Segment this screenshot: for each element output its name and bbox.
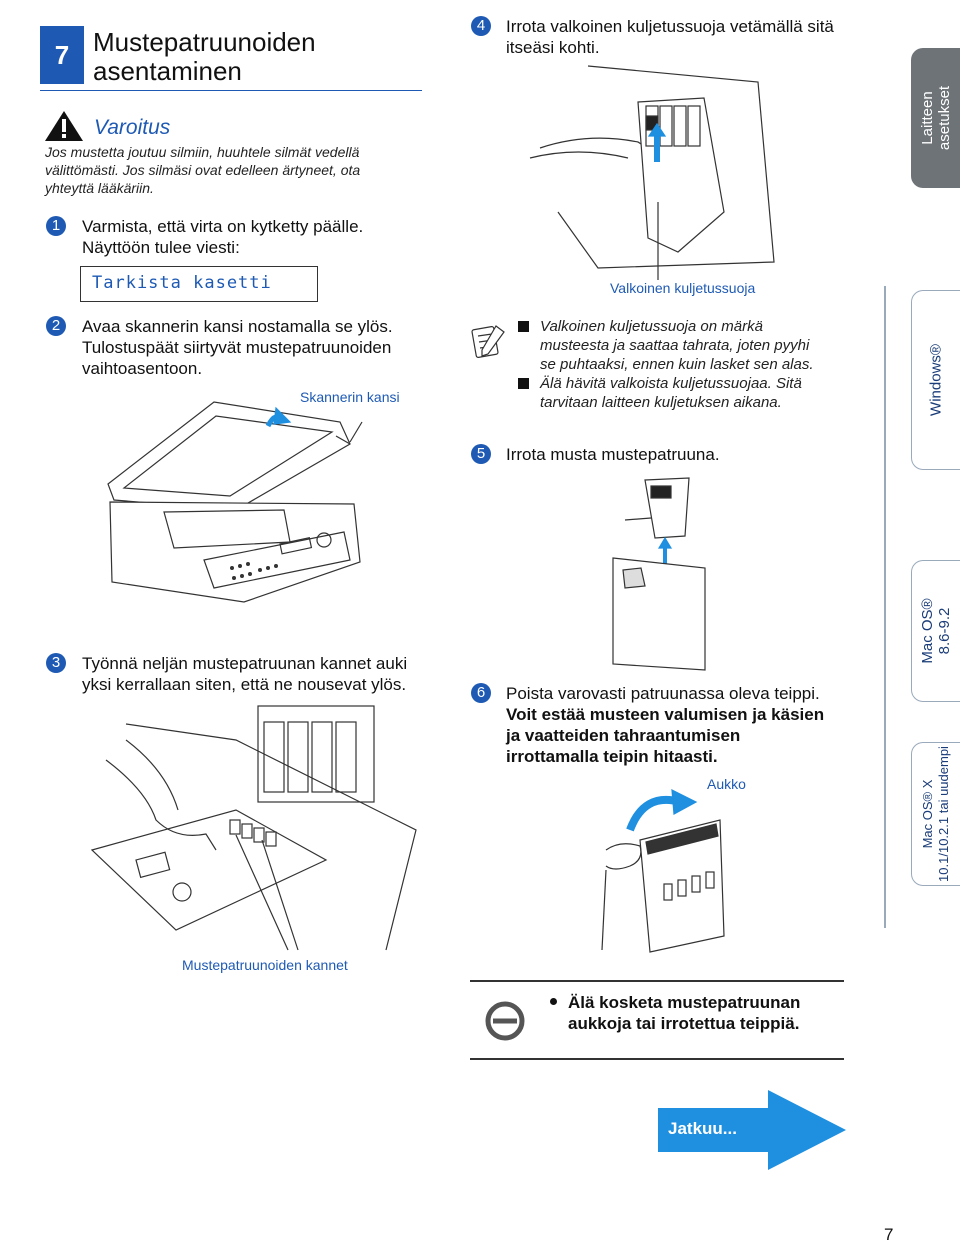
step-4-line: Irrota valkoinen kuljetussuoja vetämällä sitä bbox=[506, 17, 834, 36]
tab-label-line: Laitteen bbox=[919, 91, 936, 145]
step-1-line: Näyttöön tulee viesti: bbox=[82, 238, 240, 257]
continue-link[interactable]: Jatkuu... bbox=[668, 1119, 737, 1138]
note-line: tarvitaan laitteen kuljetuksen aikana. bbox=[540, 394, 782, 411]
step-1-badge: 1 bbox=[46, 216, 66, 236]
step-1-line: Varmista, että virta on kytketty päälle. bbox=[82, 217, 364, 236]
step-2-line: Tulostuspäät siirtyvät mustepatruunoiden bbox=[82, 338, 392, 357]
square-bullet-icon bbox=[518, 378, 529, 389]
warning-icon bbox=[44, 110, 84, 142]
note-bullet-2 bbox=[518, 374, 814, 412]
note-line: musteesta ja saattaa tahrata, joten pyyhi bbox=[540, 337, 810, 354]
step-1-text bbox=[82, 216, 363, 258]
caption-hole: Aukko bbox=[707, 776, 746, 792]
tab-mac-os-x-label bbox=[920, 746, 952, 882]
step-2-text bbox=[82, 316, 393, 379]
step-3-text bbox=[82, 653, 407, 695]
step-6-bold-line: Voit estää musteen valumisen ja käsien bbox=[506, 705, 825, 724]
caption-cartridge-covers: Mustepatruunoiden kannet bbox=[182, 957, 348, 973]
caution-line: Älä kosketa mustepatruunan bbox=[568, 993, 801, 1012]
tab-label-line: Mac OS® bbox=[919, 598, 936, 664]
caution-bullet bbox=[548, 992, 800, 1034]
step-6-badge: 6 bbox=[471, 683, 491, 703]
step-2-badge: 2 bbox=[46, 316, 66, 336]
step-4-badge: 4 bbox=[471, 16, 491, 36]
warning-text bbox=[45, 143, 360, 197]
note-pencil-icon bbox=[470, 322, 506, 360]
section-title-line2: asentaminen bbox=[93, 56, 242, 86]
square-bullet-icon bbox=[518, 321, 529, 332]
tab-label-line: 10.1/10.2.1 tai uudempi bbox=[936, 746, 951, 882]
lcd-message: Tarkista kasetti bbox=[92, 273, 272, 293]
sidetab-rail bbox=[884, 286, 886, 928]
tab-device-setup[interactable] bbox=[911, 48, 960, 188]
lcd-message-box bbox=[80, 266, 318, 302]
note-line: se puhtaaksi, ennen kuin lasket sen alas. bbox=[540, 356, 814, 373]
caption-scanner-cover: Skannerin kansi bbox=[300, 389, 400, 405]
note-text bbox=[518, 317, 814, 412]
warning-title: Varoitus bbox=[94, 116, 171, 139]
step-6-line: Poista varovasti patruunassa oleva teippi. bbox=[506, 684, 820, 703]
tab-label-line: 8.6-9.2 bbox=[936, 607, 953, 655]
section-title-line1: Mustepatruunoiden bbox=[93, 27, 316, 57]
step-2-line: vaihtoasentoon. bbox=[82, 359, 203, 378]
caption-white-protector: Valkoinen kuljetussuoja bbox=[610, 280, 756, 296]
cartridge-covers-illustration bbox=[86, 700, 426, 952]
step-3-badge: 3 bbox=[46, 653, 66, 673]
warning-line: Jos mustetta joutuu silmiin, huuhtele silmät vedellä bbox=[45, 144, 360, 160]
step-6-bold-line: ja vaatteiden tahraantumisen bbox=[506, 726, 741, 745]
tab-mac-os[interactable] bbox=[911, 560, 960, 702]
section-title bbox=[93, 28, 316, 86]
round-bullet-icon bbox=[550, 998, 557, 1005]
tab-mac-os-x[interactable] bbox=[911, 742, 960, 886]
step-3-line: Työnnä neljän mustepatruunan kannet auki bbox=[82, 654, 408, 673]
transport-protector-illustration bbox=[528, 62, 778, 284]
page-number: 7 bbox=[884, 1225, 894, 1244]
tab-device-setup-label bbox=[919, 86, 953, 150]
caution-bottom-rule bbox=[470, 1058, 844, 1060]
tab-label-line: Mac OS® X bbox=[920, 779, 935, 849]
step-3-line: yksi kerrallaan siten, että ne nousevat ylös. bbox=[82, 675, 407, 694]
step-5-text: Irrota musta mustepatruuna. bbox=[506, 445, 720, 464]
header-rule bbox=[40, 90, 422, 91]
section-number-badge: 7 bbox=[40, 26, 84, 84]
tape-removal-illustration bbox=[600, 780, 750, 956]
step-6-bold-line: irrottamalla teipin hitaasti. bbox=[506, 747, 718, 766]
caution-text bbox=[548, 992, 800, 1034]
printer-open-cover-illustration bbox=[104, 392, 364, 614]
note-bullet-1 bbox=[518, 317, 814, 374]
step-4-line: itseäsi kohti. bbox=[506, 38, 600, 57]
warning-line: yhteyttä lääkäriin. bbox=[45, 180, 154, 196]
warning-line: välittömästi. Jos silmäsi ovat edelleen ärtyneet, ota bbox=[45, 162, 361, 178]
step-6-text bbox=[506, 683, 824, 767]
caution-top-rule bbox=[470, 980, 844, 982]
step-4-text bbox=[506, 16, 834, 58]
tab-label-line: asetukset bbox=[936, 85, 953, 151]
note-line: Älä hävitä valkoista kuljetussuojaa. Sitä bbox=[540, 375, 802, 392]
note-line: Valkoinen kuljetussuoja on märkä bbox=[540, 318, 763, 335]
tab-windows-label: Windows® bbox=[927, 344, 945, 416]
tab-mac-os-label bbox=[919, 598, 953, 663]
step-2-line: Avaa skannerin kansi nostamalla se ylös. bbox=[82, 317, 393, 336]
black-cartridge-illustration bbox=[605, 474, 715, 676]
step-5-badge: 5 bbox=[471, 444, 491, 464]
prohibition-icon bbox=[484, 1000, 526, 1042]
tab-windows[interactable] bbox=[911, 290, 960, 470]
caution-line: aukkoja tai irrotettua teippiä. bbox=[568, 1014, 800, 1033]
